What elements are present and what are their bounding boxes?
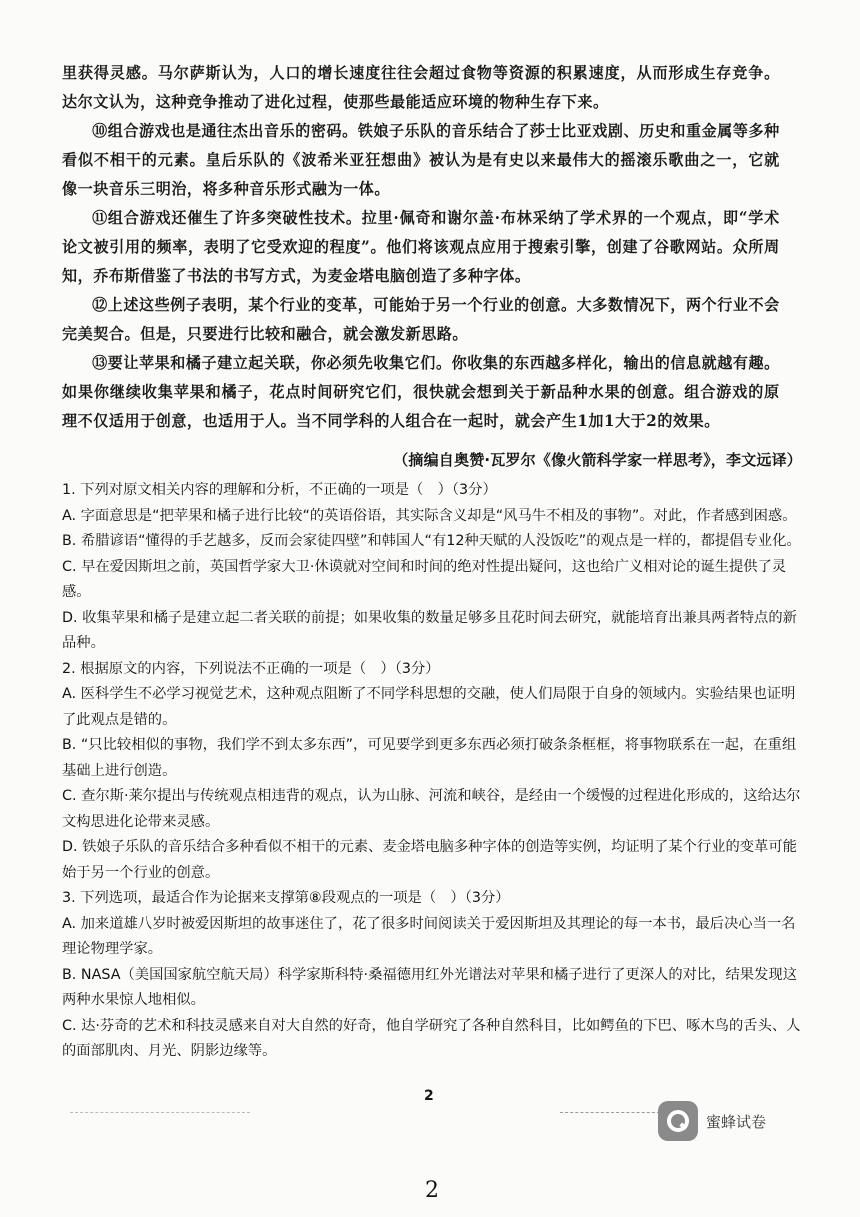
question-stem: 2. 根据原文的内容，下列说法不正确的一项是（ ）（3分）	[62, 660, 440, 677]
footer-divider	[70, 1112, 250, 1113]
passage-paragraph: ⑪组合游戏还催生了许多突破性技术。拉里·佩奇和谢尔盖·布林采纳了学术界的一个观点，即“学术论文被引用的频率，表明了它受欢迎的程度”。他们将该观点应用于搜索引擎，创建了谷歌网站。众所周知，乔布斯借鉴了书法的书写方式，为麦金塔电脑创造了多种字体。	[62, 208, 780, 285]
question-stem: 1. 下列对原文相关内容的理解和分析，不正确的一项是（ ）（3分）	[62, 482, 497, 498]
question-option: D. 铁娘子乐队的音乐结合多种看似不相干的元素、麦金塔电脑多种字体的创造等实例，均证明了某个行业的变革可能始于另一个行业的创意。	[62, 839, 797, 881]
page-number: 2	[424, 1088, 434, 1104]
question-option: C. 查尔斯·莱尔提出与传统观点相违背的观点，认为山脉、河流和峡谷，是经由一个缓慢的过程进化形成的，这给达尔文构思进化论带来灵感。	[62, 788, 801, 830]
passage-paragraph: 里获得灵感。马尔萨斯认为，人口的增长速度往往会超过食物等资源的积累速度，从而形成生存竞争。达尔文认为，这种竞争推动了进化过程，使那些最能适应环境的物种生存下来。	[62, 63, 780, 111]
document-page-number: 2	[425, 1178, 439, 1203]
bee-q-icon-glyph	[664, 1107, 692, 1135]
question-option: C. 早在爱因斯坦之前，英国哲学家大卫·休谟就对空间和时间的绝对性提出疑问，这也给广义相对论的诞生提供了灵感。	[62, 558, 787, 600]
passage-source: （摘编自奥赞·瓦罗尔《像火箭科学家一样思考》，李文远译）	[393, 451, 802, 469]
question-stem: 3. 下列选项，最适合作为论据来支撑第⑧段观点的一项是（ ）（3分）	[62, 890, 510, 906]
scanned-content	[62, 58, 802, 1065]
question-option: B. 希腊谚语“懂得的手艺越多，反而会家徒四壁”和韩国人“有12种天赋的人没饭吃”的观点是一样的，都提倡专业化。	[62, 533, 801, 549]
question-option: C. 达·芬奇的艺术和科技灵感来自对大自然的好奇，他自学研究了各种自然科目，比如鳄鱼的下巴、啄木鸟的舌头、人的面部肌肉、月光、阴影边缘等。	[62, 1017, 801, 1059]
question-option: A. 加来道雄八岁时被爱因斯坦的故事迷住了，花了很多时间阅读关于爱因斯坦及其理论的每一本书，最后决心当一名理论物理学家。	[62, 915, 796, 957]
bee-q-icon	[658, 1101, 698, 1141]
question-option: B. NASA（美国国家航空航天局）科学家斯科特·桑福德用红外光谱法对苹果和橘子进行了更深人的对比，结果发现这两种水果惊人地相似。	[62, 966, 797, 1008]
question-option: B. “只比较相似的事物，我们学不到太多东西”，可见要学到更多东西必须打破条条框框，将事物联系在一起，在重组基础上进行创造。	[62, 737, 797, 779]
passage-paragraph: ⑬要让苹果和橘子建立起关联，你必须先收集它们。你收集的东西越多样化，输出的信息就越有趣。如果你继续收集苹果和橘子，花点时间研究它们，很快就会想到关于新品种水果的创意。组合游戏的原理不仅适用于创意，也适用于人。当不同学科的人组合在一起时，就会产生1加1大于2的效果。	[62, 353, 780, 430]
passage-paragraph: ⑫上述这些例子表明，某个行业的变革，可能始于另一个行业的创意。大多数情况下，两个行业不会完美契合。但是，只要进行比较和融合，就会激发新思路。	[62, 295, 780, 343]
brand-logo-text: 蜜蜂试卷	[706, 1113, 767, 1131]
question-option: A. 医科学生不必学习视觉艺术，这种观点阻断了不同学科思想的交融，使人们局限于自身的领域内。实验结果也证明了此观点是错的。	[62, 686, 796, 728]
question-option: D. 收集苹果和橘子是建立起二者关联的前提；如果收集的数量足够多且花时间去研究，就能培育出兼具两者特点的新品种。	[62, 609, 797, 651]
footer-divider	[560, 1112, 660, 1113]
passage-paragraph: ⑩组合游戏也是通往杰出音乐的密码。铁娘子乐队的音乐结合了莎士比亚戏剧、历史和重金属等多种看似不相干的元素。皇后乐队的《波希米亚狂想曲》被认为是有史以来最伟大的摇滚乐歌曲之一，它就像一块音乐三明治，将多种音乐形式融为一体。	[62, 121, 780, 198]
question-option: A. 字面意思是“把苹果和橘子进行比较“的英语俗语，其实际含义却是“风马牛不相及的事物”。对此，作者感到困惑。	[62, 507, 797, 524]
